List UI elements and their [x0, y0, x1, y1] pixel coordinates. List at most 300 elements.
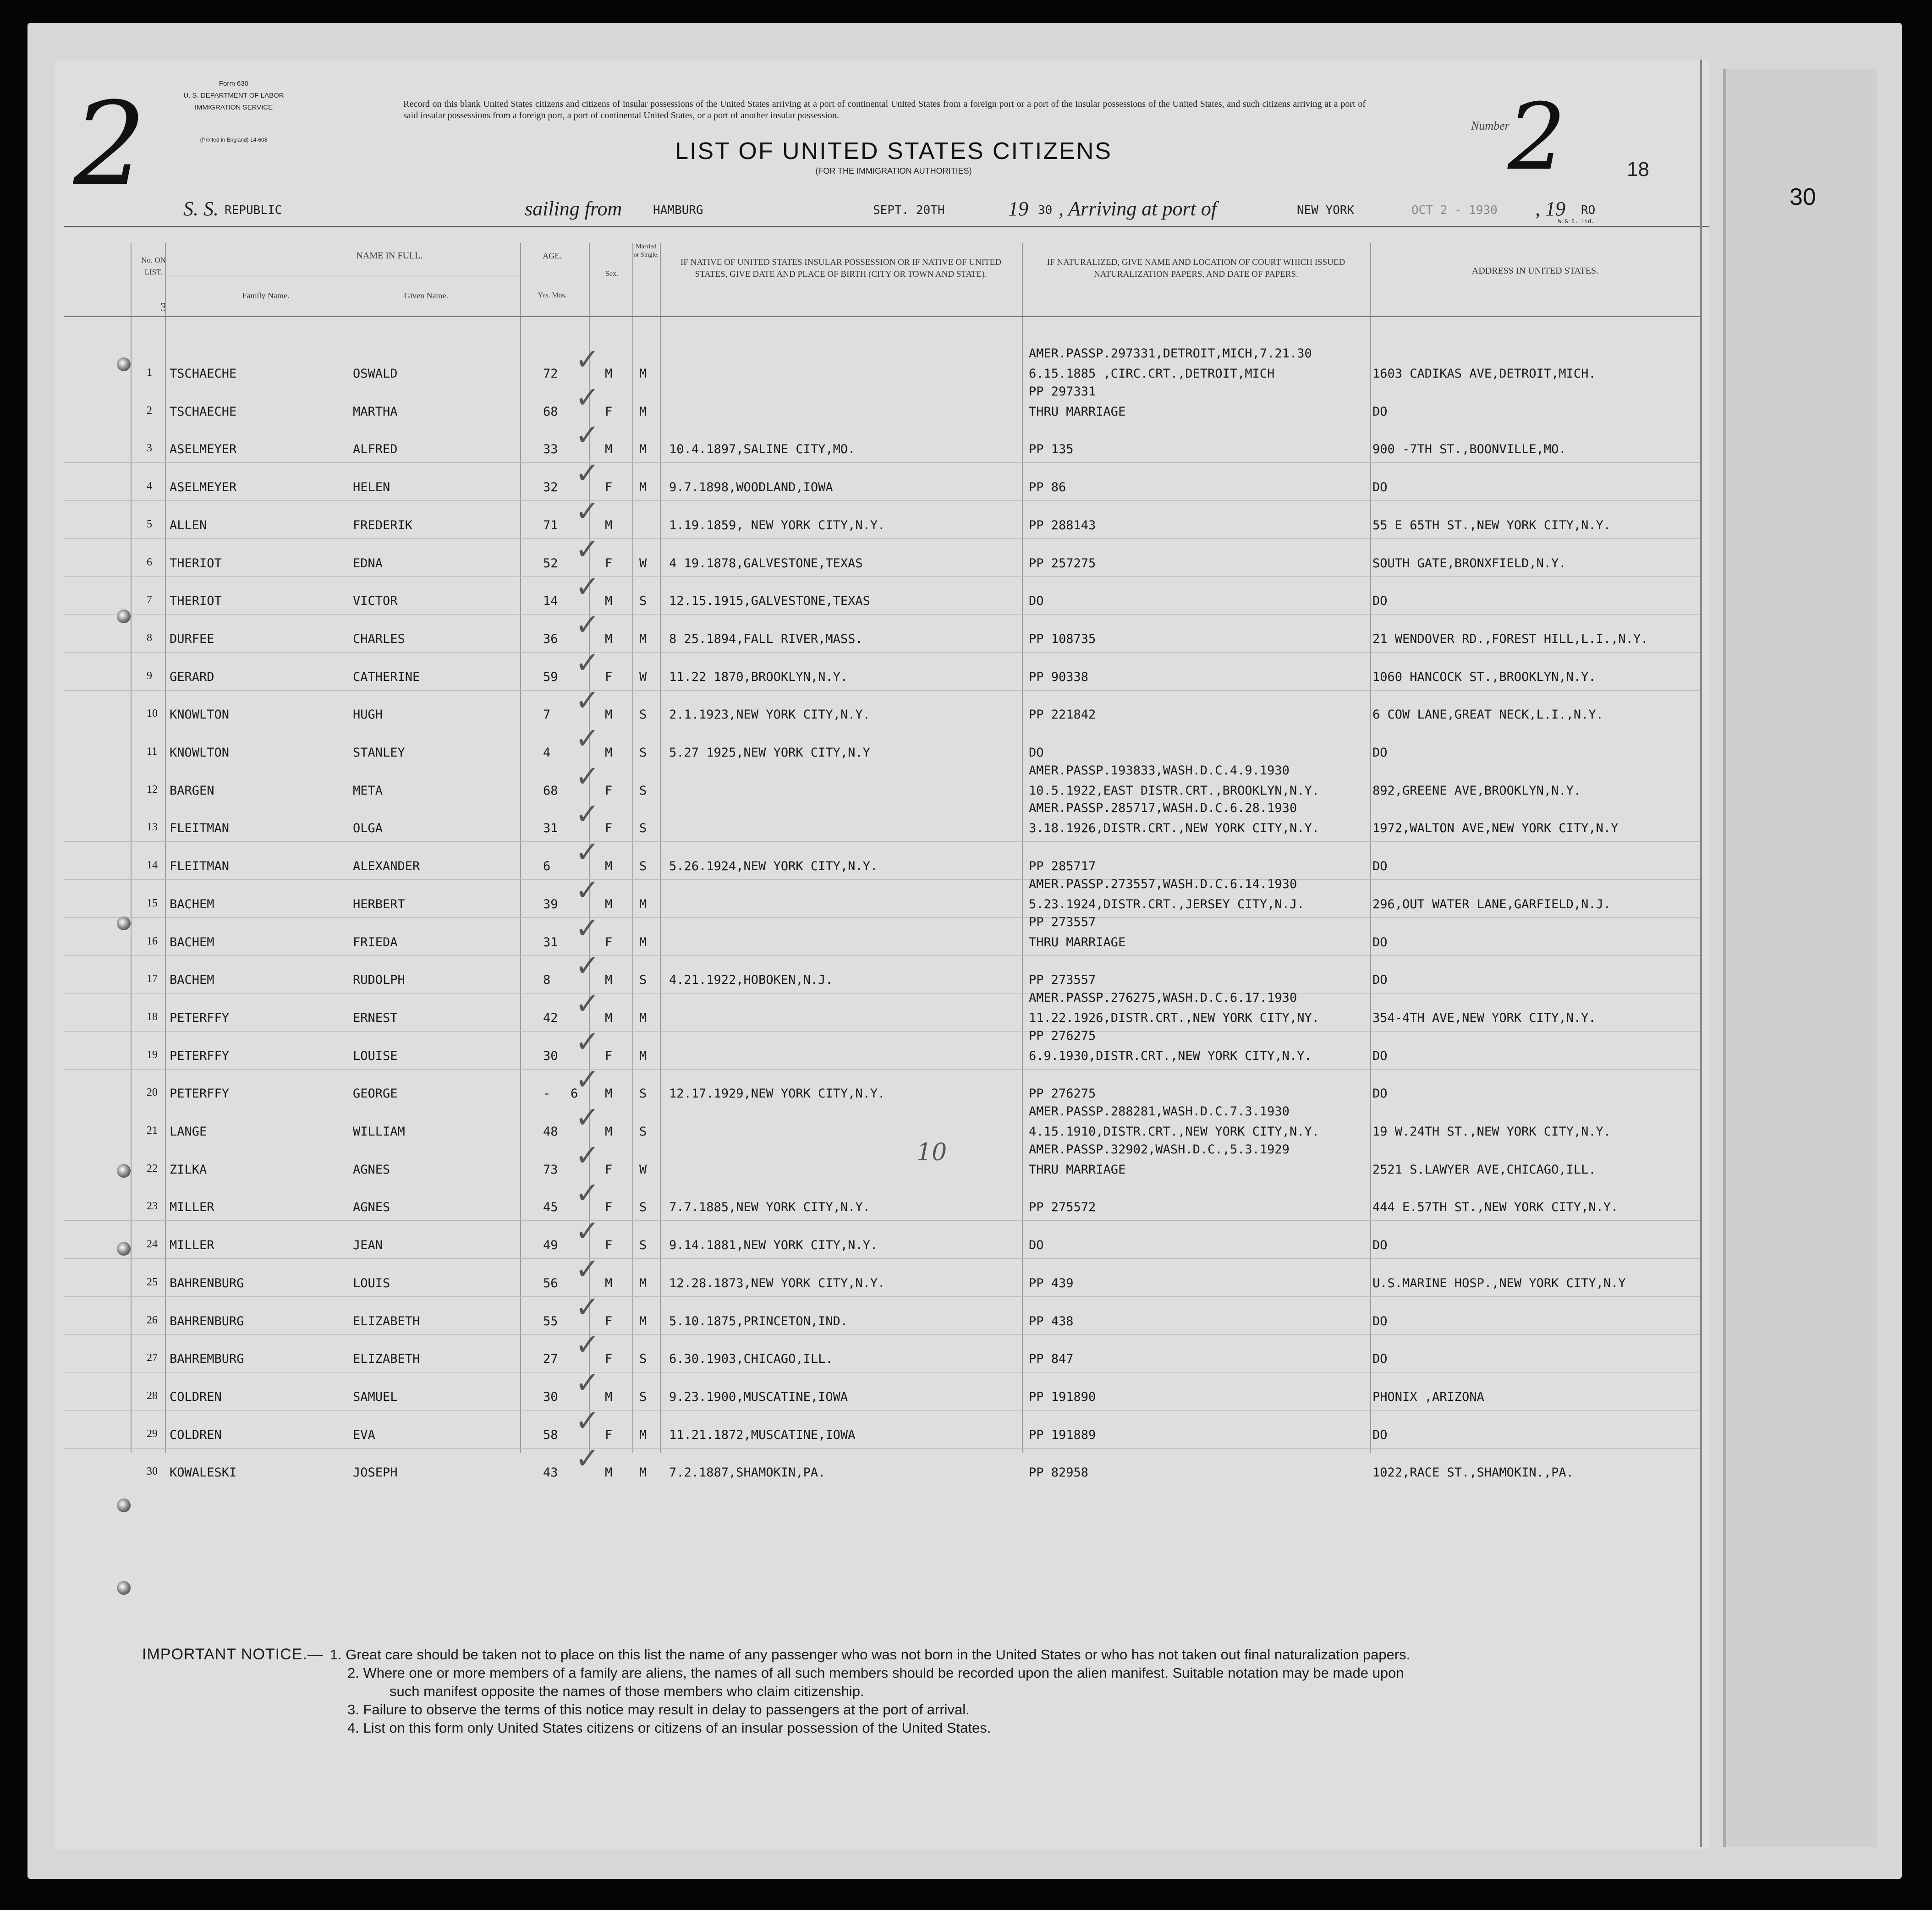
binder-hole-icon — [117, 917, 131, 930]
col-given-header: Given Name. — [404, 291, 448, 300]
row-number: 9 — [147, 670, 152, 682]
family-name: ZILKA — [170, 1163, 207, 1177]
family-name: BACHEM — [170, 973, 214, 987]
given-name: OSWALD — [353, 367, 398, 381]
arrival-date-stamp: OCT 2 - 1930 — [1411, 203, 1498, 217]
family-name: THERIOT — [170, 594, 222, 608]
row-number: 13 — [147, 821, 158, 833]
row-rule — [64, 500, 1700, 501]
sex: M — [605, 708, 613, 722]
row-rule — [64, 690, 1700, 691]
age-years: 31 — [543, 821, 558, 835]
us-address: 2521 S.LAWYER AVE,CHICAGO,ILL. — [1372, 1163, 1596, 1177]
given-name: ERNEST — [353, 1011, 398, 1025]
col-married-header: Married or Single. — [633, 243, 659, 258]
sex: M — [605, 859, 613, 873]
service-name: IMMIGRATION SERVICE — [194, 104, 273, 111]
given-name: CATHERINE — [353, 670, 420, 684]
col-sex-header: Sex. — [605, 270, 618, 278]
age-years: 45 — [543, 1200, 558, 1214]
row-number: 23 — [147, 1200, 158, 1212]
binder-hole-icon — [117, 1242, 131, 1256]
marital-status: M — [639, 1314, 647, 1328]
birth-date-place: 5.26.1924,NEW YORK CITY,N.Y. — [669, 859, 878, 873]
grid-line — [632, 243, 633, 1453]
ss-label: S. S. — [183, 198, 219, 220]
checkmark-icon: ✓ — [575, 646, 600, 680]
given-name: HERBERT — [353, 897, 405, 911]
row-number: 12 — [147, 784, 158, 796]
passport-line: AMER.PASSP.273557,WASH.D.C.6.14.1930 — [1029, 877, 1297, 891]
given-name: SAMUEL — [353, 1390, 398, 1404]
marital-status: S — [639, 784, 647, 798]
binder-hole-icon — [117, 1581, 131, 1595]
us-address: 55 E 65TH ST.,NEW YORK CITY,N.Y. — [1372, 518, 1611, 532]
grid-line — [1370, 243, 1371, 1453]
sex: M — [605, 973, 613, 987]
row-rule — [64, 1334, 1700, 1335]
us-address: SOUTH GATE,BRONXFIELD,N.Y. — [1372, 556, 1566, 571]
col-address-header: ADDRESS IN UNITED STATES. — [1471, 266, 1599, 276]
age-years: 52 — [543, 556, 558, 571]
marital-status: S — [639, 821, 647, 835]
grid-line — [165, 243, 166, 1453]
record-instructions: Record on this blank United States citizens and citizens of insular possessions of the United States arriving at a port of continental United States from a foreign port or a port of the insular possessions of the United States, and such citizens arriving at a port of said insular possessions from a foreign port, a port of continental United States, or a port of another insular possession. — [403, 99, 1366, 121]
row-number: 10 — [147, 708, 158, 719]
family-name: FLEITMAN — [170, 821, 230, 835]
checkmark-icon: ✓ — [575, 1442, 600, 1476]
birth-date-place: 11.21.1872,MUSCATINE,IOWA — [669, 1428, 856, 1442]
departure-date: SEPT. 20TH — [873, 203, 945, 217]
page-edge-line — [1700, 60, 1702, 1847]
birth-date-place: 11.22 1870,BROOKLYN,N.Y. — [669, 670, 848, 684]
birth-date-place: 1.19.1859, NEW YORK CITY,N.Y. — [669, 518, 885, 532]
given-name: WILLIAM — [353, 1125, 405, 1139]
birth-date-place: 2.1.1923,NEW YORK CITY,N.Y. — [669, 708, 870, 722]
us-address: DO — [1372, 1352, 1388, 1366]
pencil-annotation: 10 — [917, 1139, 947, 1166]
age-years: 36 — [543, 632, 558, 646]
age-years: 68 — [543, 784, 558, 798]
naturalization: PP 191890 — [1029, 1390, 1096, 1404]
naturalization: PP 90338 — [1029, 670, 1089, 684]
birth-date-place: 10.4.1897,SALINE CITY,MO. — [669, 442, 856, 456]
checkmark-icon: ✓ — [575, 911, 600, 945]
adjacent-page-edge — [1723, 69, 1877, 1847]
given-name: LOUIS — [353, 1276, 390, 1290]
sheet-number: 3 — [160, 300, 167, 314]
row-number: 18 — [147, 1011, 158, 1023]
family-name: KNOWLTON — [170, 746, 230, 760]
form-title: LIST OF UNITED STATES CITIZENS — [675, 138, 1112, 165]
notice-item-4: 4. List on this form only United States citizens or citizens of an insular possession of the United States. — [347, 1720, 991, 1736]
age-years: 72 — [543, 367, 558, 381]
age-years: 14 — [543, 594, 558, 608]
family-name: TSCHAECHE — [170, 367, 237, 381]
birth-date-place: 12.28.1873,NEW YORK CITY,N.Y. — [669, 1276, 885, 1290]
sex: M — [605, 1390, 613, 1404]
row-number: 20 — [147, 1087, 158, 1098]
sex: M — [605, 1125, 613, 1139]
marital-status: M — [639, 1465, 647, 1480]
row-number: 11 — [147, 746, 158, 757]
given-name: RUDOLPH — [353, 973, 405, 987]
given-name: HELEN — [353, 480, 390, 494]
naturalization: THRU MARRIAGE — [1029, 405, 1126, 419]
row-rule — [64, 1031, 1700, 1032]
row-rule — [64, 1258, 1700, 1259]
row-rule — [64, 1410, 1700, 1411]
age-years: 68 — [543, 405, 558, 419]
important-notice — [142, 1645, 1700, 1737]
checkmark-icon: ✓ — [575, 418, 600, 452]
notice-item-3: 3. Failure to observe the terms of this notice may result in delay to passengers at the port of arrival. — [347, 1701, 970, 1718]
marital-status: S — [639, 746, 647, 760]
given-name: META — [353, 784, 383, 798]
given-name: GEORGE — [353, 1087, 398, 1101]
sex: F — [605, 480, 613, 494]
us-address: 6 COW LANE,GREAT NECK,L.I.,N.Y. — [1372, 708, 1603, 722]
us-address: DO — [1372, 1314, 1388, 1328]
birth-date-place: 12.17.1929,NEW YORK CITY,N.Y. — [669, 1087, 885, 1101]
us-address: 296,OUT WATER LANE,GARFIELD,N.J. — [1372, 897, 1611, 911]
age-years: 59 — [543, 670, 558, 684]
checkmark-icon: ✓ — [575, 570, 600, 604]
sex: M — [605, 897, 613, 911]
row-rule — [64, 879, 1700, 880]
given-name: JEAN — [353, 1238, 383, 1252]
passport-line: AMER.PASSP.276275,WASH.D.C.6.17.1930 — [1029, 991, 1297, 1005]
row-rule — [64, 462, 1700, 463]
checkmark-icon: ✓ — [575, 722, 600, 756]
naturalization: THRU MARRIAGE — [1029, 935, 1126, 950]
sex: F — [605, 1049, 613, 1063]
checkmark-icon: ✓ — [575, 1252, 600, 1286]
row-number: 17 — [147, 973, 158, 985]
marital-status: M — [639, 935, 647, 950]
arriving-label: , Arriving at port of — [1059, 198, 1217, 220]
marital-status: M — [639, 367, 647, 381]
sex: F — [605, 1238, 613, 1252]
family-name: GERARD — [170, 670, 214, 684]
stamp-number: 18 — [1627, 158, 1649, 181]
naturalization: PP 276275 — [1029, 1087, 1096, 1101]
given-name: FRIEDA — [353, 935, 398, 950]
checkmark-icon: ✓ — [575, 987, 600, 1021]
col-family-header: Family Name. — [242, 291, 290, 300]
naturalization: PP 86 — [1029, 480, 1066, 494]
family-name: PETERFFY — [170, 1087, 230, 1101]
year2-value: RO — [1581, 203, 1596, 217]
checkmark-icon: ✓ — [575, 343, 600, 377]
family-name: FLEITMAN — [170, 859, 230, 873]
naturalization: PP 285717 — [1029, 859, 1096, 873]
naturalization: PP 275572 — [1029, 1200, 1096, 1214]
form-department-block — [133, 78, 335, 146]
marital-status: S — [639, 708, 647, 722]
given-name: AGNES — [353, 1163, 390, 1177]
birth-date-place: 8 25.1894,FALL RIVER,MASS. — [669, 632, 863, 646]
given-name: STANLEY — [353, 746, 405, 760]
marital-status: W — [639, 670, 647, 684]
given-name: OLGA — [353, 821, 383, 835]
marital-status: W — [639, 556, 647, 571]
row-number: 25 — [147, 1276, 158, 1288]
naturalization: 10.5.1922,EAST DISTR.CRT.,BROOKLYN,N.Y. — [1029, 784, 1319, 798]
ship-name: REPUBLIC — [225, 203, 282, 217]
department-name: U. S. DEPARTMENT OF LABOR — [183, 92, 284, 99]
family-name: ALLEN — [170, 518, 207, 532]
marital-status: S — [639, 1200, 647, 1214]
notice-lead: IMPORTANT NOTICE.— — [142, 1646, 324, 1663]
notice-item-1: 1. Great care should be taken not to place on this list the name of any passenger who was not born in the United States or who has not taken out final naturalization papers. — [329, 1647, 1411, 1663]
us-address: 21 WENDOVER RD.,FOREST HILL,L.I.,N.Y. — [1372, 632, 1648, 646]
sex: F — [605, 670, 613, 684]
col-birth-header: IF NATIVE OF UNITED STATES INSULAR POSSESSION OR IF NATIVE OF UNITED STATES, GIVE DATE AND PLACE OF BIRTH (CITY OR TOWN AND STATE). — [681, 258, 1001, 279]
row-rule — [64, 841, 1700, 842]
us-address: U.S.MARINE HOSP.,NEW YORK CITY,N.Y — [1372, 1276, 1626, 1290]
us-address: PHONIX ,ARIZONA — [1372, 1390, 1484, 1404]
family-name: ASELMEYER — [170, 480, 237, 494]
family-name: PETERFFY — [170, 1011, 230, 1025]
row-number: 27 — [147, 1352, 158, 1364]
grid-line — [64, 316, 1700, 317]
family-name: BARGEN — [170, 784, 214, 798]
row-number: 19 — [147, 1049, 158, 1061]
col-yrsmos-header: Yrs. Mos. — [538, 291, 567, 299]
naturalization: PP 439 — [1029, 1276, 1074, 1290]
us-address: DO — [1372, 1049, 1388, 1063]
checkmark-icon: ✓ — [575, 1214, 600, 1248]
row-number: 6 — [147, 556, 152, 568]
naturalization: DO — [1029, 746, 1044, 760]
arrival-port: NEW YORK — [1297, 203, 1355, 217]
us-address: 354-4TH AVE,NEW YORK CITY,N.Y. — [1372, 1011, 1596, 1025]
naturalization: PP 108735 — [1029, 632, 1096, 646]
passport-line: AMER.PASSP.193833,WASH.D.C.4.9.1930 — [1029, 763, 1290, 778]
family-name: PETERFFY — [170, 1049, 230, 1063]
naturalization: PP 191889 — [1029, 1428, 1096, 1442]
naturalization: 11.22.1926,DISTR.CRT.,NEW YORK CITY,NY. — [1029, 1011, 1319, 1025]
row-number: 30 — [147, 1465, 158, 1477]
row-rule — [64, 1296, 1700, 1297]
given-name: EDNA — [353, 556, 383, 571]
sex: M — [605, 518, 613, 532]
naturalization: 6.15.1885 ,CIRC.CRT.,DETROIT,MICH — [1029, 367, 1275, 381]
sex: M — [605, 746, 613, 760]
sex: M — [605, 594, 613, 608]
age-years: 7 — [543, 708, 551, 722]
checkmark-icon: ✓ — [575, 381, 600, 415]
naturalization: PP 221842 — [1029, 708, 1096, 722]
us-address: 1603 CADIKAS AVE,DETROIT,MICH. — [1372, 367, 1596, 381]
marital-status: M — [639, 1428, 647, 1442]
age-years: 48 — [543, 1125, 558, 1139]
sex: M — [605, 1087, 613, 1101]
printed-note: (Printed in England) 14-608 — [200, 137, 268, 143]
checkmark-icon: ✓ — [575, 1176, 600, 1210]
sailing-line — [183, 197, 1714, 225]
us-address: 892,GREENE AVE,BROOKLYN,N.Y. — [1372, 784, 1581, 798]
age-years: 6 — [543, 859, 551, 873]
notice-item-2-cont: such manifest opposite the names of those members who claim citizenship. — [390, 1683, 864, 1699]
birth-date-place: 9.7.1898,WOODLAND,IOWA — [669, 480, 833, 494]
form-subtitle: (FOR THE IMMIGRATION AUTHORITIES) — [815, 166, 972, 176]
row-number: 22 — [147, 1163, 158, 1175]
age-years: 49 — [543, 1238, 558, 1252]
us-address: DO — [1372, 859, 1388, 873]
handwritten-number-right: 2 — [1508, 84, 1566, 191]
checkmark-icon: ✓ — [575, 1404, 600, 1438]
us-address: 1060 HANCOCK ST.,BROOKLYN,N.Y. — [1372, 670, 1596, 684]
checkmark-icon: ✓ — [575, 494, 600, 528]
naturalization: THRU MARRIAGE — [1029, 1163, 1126, 1177]
sex: F — [605, 405, 613, 419]
family-name: BAHRENBURG — [170, 1314, 244, 1328]
given-name: FREDERIK — [353, 518, 413, 532]
family-name: ASELMEYER — [170, 442, 237, 456]
sex: M — [605, 1465, 613, 1480]
checkmark-icon: ✓ — [575, 797, 600, 831]
col-no-header: No. ON LIST. — [141, 256, 166, 276]
us-address: DO — [1372, 746, 1388, 760]
us-address: DO — [1372, 935, 1388, 950]
birth-date-place: 5.10.1875,PRINCETON,IND. — [669, 1314, 848, 1328]
binder-hole-icon — [117, 1498, 131, 1512]
checkmark-icon: ✓ — [575, 873, 600, 907]
family-name: THERIOT — [170, 556, 222, 571]
us-address: 900 -7TH ST.,BOONVILLE,MO. — [1372, 442, 1566, 456]
sex: M — [605, 367, 613, 381]
age-years: 42 — [543, 1011, 558, 1025]
family-name: MILLER — [170, 1238, 214, 1252]
naturalization: PP 82958 — [1029, 1465, 1089, 1480]
passport-line: AMER.PASSP.32902,WASH.D.C.,5.3.1929 — [1029, 1142, 1290, 1157]
marital-status: M — [639, 1276, 647, 1290]
age-years: 33 — [543, 442, 558, 456]
age-years: 55 — [543, 1314, 558, 1328]
sex: F — [605, 1200, 613, 1214]
binder-hole-icon — [117, 357, 131, 371]
age-years: 56 — [543, 1276, 558, 1290]
naturalization: PP 847 — [1029, 1352, 1074, 1366]
family-name: BAHREMBURG — [170, 1352, 244, 1366]
row-number: 4 — [147, 480, 152, 492]
marital-status: M — [639, 442, 647, 456]
sex: F — [605, 1163, 613, 1177]
checkmark-icon: ✓ — [575, 1290, 600, 1324]
us-address: DO — [1372, 594, 1388, 608]
age-years: 32 — [543, 480, 558, 494]
grid-line — [660, 243, 661, 1453]
right-page-number: 30 — [1789, 184, 1816, 210]
year-value: 30 — [1038, 203, 1053, 217]
passport-line: AMER.PASSP.297331,DETROIT,MICH,7.21.30 — [1029, 346, 1312, 361]
form-ref: W.& S. Ltd. — [1558, 218, 1595, 225]
given-name: ALEXANDER — [353, 859, 420, 873]
given-name: ALFRED — [353, 442, 398, 456]
row-rule — [64, 1448, 1700, 1449]
age-years: 31 — [543, 935, 558, 950]
birth-date-place: 7.2.1887,SHAMOKIN,PA. — [669, 1465, 826, 1480]
given-name: HUGH — [353, 708, 383, 722]
birth-date-place: 4.21.1922,HOBOKEN,N.J. — [669, 973, 833, 987]
marital-status: S — [639, 594, 647, 608]
family-name: BACHEM — [170, 897, 214, 911]
sex: M — [605, 1011, 613, 1025]
family-name: COLDREN — [170, 1428, 222, 1442]
sex: F — [605, 821, 613, 835]
header-rule — [64, 226, 1709, 227]
us-address: DO — [1372, 1428, 1388, 1442]
marital-status: S — [639, 859, 647, 873]
grid-line — [1022, 243, 1023, 1453]
age-years: 8 — [543, 973, 551, 987]
form-number: Form 630 — [219, 80, 249, 88]
row-number: 28 — [147, 1390, 158, 1402]
row-rule — [64, 1069, 1700, 1070]
checkmark-icon: ✓ — [575, 835, 600, 869]
birth-date-place: 9.14.1881,NEW YORK CITY,N.Y. — [669, 1238, 878, 1252]
naturalization: DO — [1029, 1238, 1044, 1252]
checkmark-icon: ✓ — [575, 532, 600, 566]
row-number: 2 — [147, 405, 152, 417]
sex: F — [605, 784, 613, 798]
row-number: 14 — [147, 859, 158, 871]
row-rule — [64, 576, 1700, 577]
naturalization: DO — [1029, 594, 1044, 608]
marital-status: W — [639, 1163, 647, 1177]
row-number: 8 — [147, 632, 152, 644]
row-number: 24 — [147, 1238, 158, 1250]
us-address: DO — [1372, 1087, 1388, 1101]
marital-status: M — [639, 1049, 647, 1063]
binder-hole-icon — [117, 609, 131, 623]
checkmark-icon: ✓ — [575, 1139, 600, 1173]
checkmark-icon: ✓ — [575, 1328, 600, 1362]
naturalization: PP 135 — [1029, 442, 1074, 456]
naturalization: 4.15.1910,DISTR.CRT.,NEW YORK CITY,N.Y. — [1029, 1125, 1319, 1139]
checkmark-icon: ✓ — [575, 1101, 600, 1135]
row-number: 15 — [147, 897, 158, 909]
given-name: VICTOR — [353, 594, 398, 608]
family-name: DURFEE — [170, 632, 214, 646]
passport-line: PP 276275 — [1029, 1029, 1096, 1043]
birth-date-place: 12.15.1915,GALVESTONE,TEXAS — [669, 594, 870, 608]
checkmark-icon: ✓ — [575, 684, 600, 718]
row-rule — [64, 538, 1700, 539]
family-name: MILLER — [170, 1200, 214, 1214]
binder-hole-icon — [117, 1164, 131, 1178]
row-rule — [64, 917, 1700, 918]
us-address: DO — [1372, 1238, 1388, 1252]
marital-status: M — [639, 632, 647, 646]
given-name: LOUISE — [353, 1049, 398, 1063]
passport-line: PP 273557 — [1029, 915, 1096, 929]
passport-line: AMER.PASSP.285717,WASH.D.C.6.28.1930 — [1029, 801, 1297, 815]
marital-status: S — [639, 1087, 647, 1101]
us-address: 1022,RACE ST.,SHAMOKIN.,PA. — [1372, 1465, 1574, 1480]
us-address: 19 W.24TH ST.,NEW YORK CITY,N.Y. — [1372, 1125, 1611, 1139]
sex: M — [605, 632, 613, 646]
birth-date-place: 7.7.1885,NEW YORK CITY,N.Y. — [669, 1200, 870, 1214]
sex: F — [605, 935, 613, 950]
checkmark-icon: ✓ — [575, 1366, 600, 1400]
naturalization: 5.23.1924,DISTR.CRT.,JERSEY CITY,N.J. — [1029, 897, 1305, 911]
given-name: MARTHA — [353, 405, 398, 419]
grid-line — [131, 243, 132, 1453]
age-months: 6 — [571, 1087, 578, 1101]
